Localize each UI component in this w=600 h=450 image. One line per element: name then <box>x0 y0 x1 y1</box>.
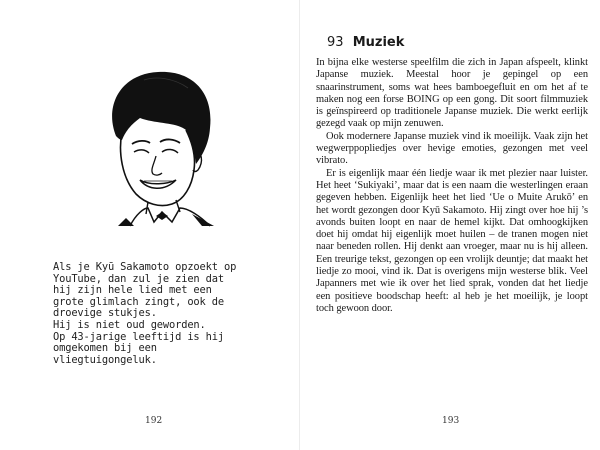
chapter-title: Muziek <box>352 35 405 50</box>
chapter-number: 93 <box>327 35 344 50</box>
note-line: Als je Kyū Sakamoto opzoekt op <box>53 261 237 273</box>
note-line: vliegtuigongeluk. <box>53 353 157 366</box>
page-number-left: 192 <box>145 416 163 426</box>
note-line: Hij is niet oud geworden. <box>53 318 206 331</box>
page-number-right: 193 <box>442 416 460 426</box>
note-line: grote glimlach zingt, ook de <box>53 295 224 308</box>
right-page <box>300 0 600 450</box>
chapter-heading <box>327 35 404 50</box>
note-line: Op 43-jarige leeftijd is hij <box>53 330 224 343</box>
body-text <box>316 57 588 315</box>
portrait-drawing <box>96 66 226 228</box>
note-line: omgekomen bij een <box>53 342 157 355</box>
left-page <box>0 0 299 450</box>
handwritten-note <box>53 262 285 366</box>
note-line: droevige stukjes. <box>53 307 157 320</box>
note-line: hij zijn hele lied met een <box>53 284 212 297</box>
paragraph: Er is eigenlijk maar één liedje waar ik met plezier naar luister. Het heet ‘Sukiyaki’, maar dat is een naam die westerlingen eraan gegeven hebben. Eigenlijk heet het lied ‘Ue o Muite Arukō’ en het wordt gezongen door Kyū Sakamoto. Hij zingt over hoe hij ’s avonds buiten loopt en naar de hemel kijkt. Dat omhoogkijken doet hij omdat hij eigenlijk moet huilen – de tranen mogen niet naar beneden rollen. Hij denkt aan vroeger, maar nu is hij alleen. Een treurige tekst, gezongen op een vrolijk deuntje; dat maakt het liedje zo mooi, vind ik. Dat is overigens mijn westerse blik. Veel Japanners met wie ik over het lied sprak, vonden dat het liedje een positieve boodschap heeft: al heb je het moeilijk, je loopt toch gewoon door. <box>316 167 588 314</box>
paragraph: In bijna elke westerse speelfilm die zich in Japan afspeelt, klinkt Japanse muziek. Meestal hoor je gepingel op een snaarinstrument, soms wat hees bamboegefluit en om het af te maken nog een forse BOING op een gong. Dit soort filmmuziek is geïnspireerd op traditionele Japanse muziek. Die werkt eerlijk gezegd vaak op mijn zenuwen. <box>316 57 588 130</box>
paragraph: Ook modernere Japanse muziek vind ik moeilijk. Vaak zijn het wegwerppopliedjes over hevige emoties, gezongen met veel vibrato. <box>316 130 588 167</box>
note-line: YouTube, dan zul je zien dat <box>53 272 224 285</box>
